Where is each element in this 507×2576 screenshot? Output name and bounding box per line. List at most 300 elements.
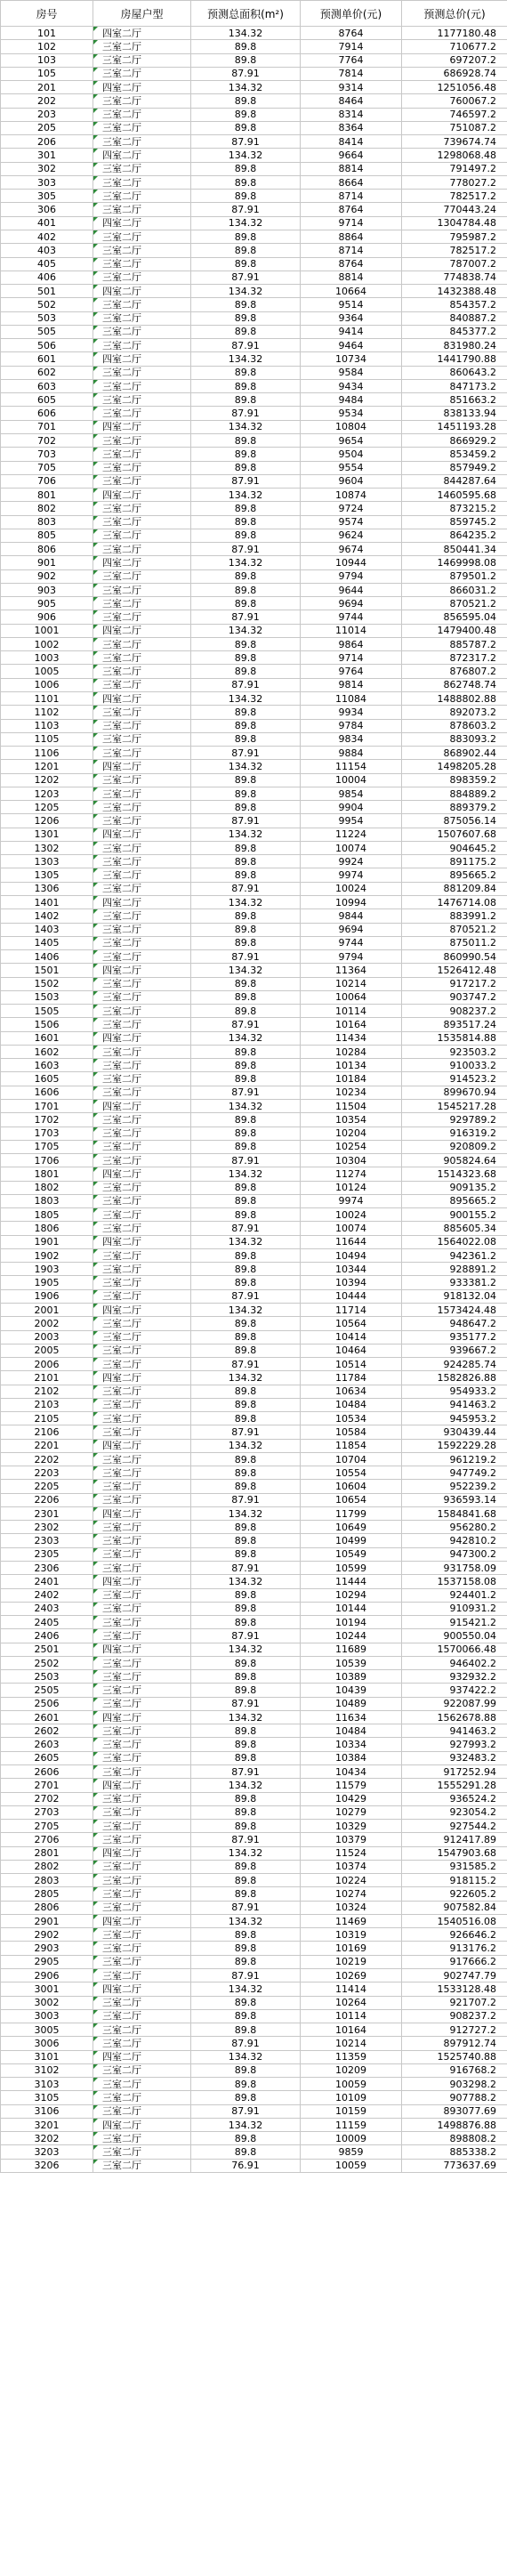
- total-price-cell[interactable]: 942361.2: [402, 1248, 507, 1262]
- area-cell[interactable]: 89.8: [191, 1887, 301, 1901]
- layout-cell[interactable]: 四室二厅: [93, 27, 191, 40]
- room-no-cell[interactable]: 1603: [1, 1059, 93, 1072]
- total-price-cell[interactable]: 782517.2: [402, 244, 507, 257]
- room-no-cell[interactable]: 805: [1, 529, 93, 542]
- unit-price-cell[interactable]: 11689: [301, 1643, 402, 1656]
- room-no-cell[interactable]: 1902: [1, 1248, 93, 1262]
- room-no-cell[interactable]: 2902: [1, 1928, 93, 1942]
- area-cell[interactable]: 89.8: [191, 706, 301, 719]
- layout-cell[interactable]: 三室二厅: [93, 801, 191, 814]
- room-no-cell[interactable]: 2006: [1, 1358, 93, 1371]
- room-no-cell[interactable]: 505: [1, 325, 93, 338]
- area-cell[interactable]: 89.8: [191, 1955, 301, 1968]
- total-price-cell[interactable]: 900550.04: [402, 1629, 507, 1643]
- area-cell[interactable]: 89.8: [191, 1466, 301, 1480]
- area-cell[interactable]: 89.8: [191, 1317, 301, 1330]
- layout-cell[interactable]: 三室二厅: [93, 1059, 191, 1072]
- layout-cell[interactable]: 三室二厅: [93, 474, 191, 488]
- total-price-cell[interactable]: 913176.2: [402, 1942, 507, 1955]
- unit-price-cell[interactable]: 11444: [301, 1575, 402, 1588]
- unit-price-cell[interactable]: 9484: [301, 393, 402, 407]
- total-price-cell[interactable]: 918132.04: [402, 1289, 507, 1303]
- area-cell[interactable]: 134.32: [191, 2118, 301, 2131]
- total-price-cell[interactable]: 912417.89: [402, 1833, 507, 1846]
- area-cell[interactable]: 89.8: [191, 868, 301, 882]
- area-cell[interactable]: 87.91: [191, 1833, 301, 1846]
- unit-price-cell[interactable]: 9934: [301, 706, 402, 719]
- layout-cell[interactable]: 三室二厅: [93, 1412, 191, 1425]
- area-cell[interactable]: 89.8: [191, 1248, 301, 1262]
- room-no-cell[interactable]: 1103: [1, 719, 93, 732]
- layout-cell[interactable]: 三室二厅: [93, 244, 191, 257]
- unit-price-cell[interactable]: 11799: [301, 1506, 402, 1520]
- unit-price-cell[interactable]: 9314: [301, 81, 402, 94]
- room-no-cell[interactable]: 2805: [1, 1887, 93, 1901]
- unit-price-cell[interactable]: 10114: [301, 1005, 402, 1018]
- room-no-cell[interactable]: 1303: [1, 855, 93, 868]
- room-no-cell[interactable]: 1405: [1, 936, 93, 949]
- unit-price-cell[interactable]: 10804: [301, 420, 402, 433]
- layout-cell[interactable]: 三室二厅: [93, 1480, 191, 1493]
- area-cell[interactable]: 89.8: [191, 977, 301, 990]
- area-cell[interactable]: 87.91: [191, 1358, 301, 1371]
- room-no-cell[interactable]: 902: [1, 569, 93, 583]
- unit-price-cell[interactable]: 10269: [301, 1968, 402, 1982]
- unit-price-cell[interactable]: 9794: [301, 950, 402, 964]
- layout-cell[interactable]: 三室二厅: [93, 1901, 191, 1914]
- room-no-cell[interactable]: 801: [1, 489, 93, 502]
- area-cell[interactable]: 134.32: [191, 489, 301, 502]
- room-no-cell[interactable]: 1001: [1, 624, 93, 637]
- room-no-cell[interactable]: 2603: [1, 1738, 93, 1751]
- total-price-cell[interactable]: 892073.2: [402, 706, 507, 719]
- unit-price-cell[interactable]: 10374: [301, 1860, 402, 1873]
- layout-cell[interactable]: 三室二厅: [93, 597, 191, 610]
- header-room-no[interactable]: 房号: [1, 1, 93, 27]
- unit-price-cell[interactable]: 9954: [301, 814, 402, 828]
- room-no-cell[interactable]: 1406: [1, 950, 93, 964]
- total-price-cell[interactable]: 900155.2: [402, 1208, 507, 1222]
- total-price-cell[interactable]: 1432388.48: [402, 285, 507, 298]
- room-no-cell[interactable]: 302: [1, 162, 93, 175]
- total-price-cell[interactable]: 910033.2: [402, 1059, 507, 1072]
- layout-cell[interactable]: 四室二厅: [93, 1371, 191, 1385]
- total-price-cell[interactable]: 903298.2: [402, 2078, 507, 2091]
- room-no-cell[interactable]: 2802: [1, 1860, 93, 1873]
- area-cell[interactable]: 89.8: [191, 1684, 301, 1697]
- layout-cell[interactable]: 三室二厅: [93, 433, 191, 447]
- unit-price-cell[interactable]: 10144: [301, 1602, 402, 1615]
- unit-price-cell[interactable]: 8814: [301, 162, 402, 175]
- area-cell[interactable]: 89.8: [191, 1656, 301, 1669]
- area-cell[interactable]: 134.32: [191, 216, 301, 230]
- room-no-cell[interactable]: 1203: [1, 787, 93, 800]
- area-cell[interactable]: 89.8: [191, 1330, 301, 1344]
- room-no-cell[interactable]: 2703: [1, 1805, 93, 1819]
- total-price-cell[interactable]: 918115.2: [402, 1874, 507, 1887]
- area-cell[interactable]: 134.32: [191, 1779, 301, 1792]
- unit-price-cell[interactable]: 10499: [301, 1534, 402, 1547]
- unit-price-cell[interactable]: 8314: [301, 108, 402, 121]
- area-cell[interactable]: 89.8: [191, 597, 301, 610]
- room-no-cell[interactable]: 503: [1, 311, 93, 325]
- layout-cell[interactable]: 三室二厅: [93, 1317, 191, 1330]
- unit-price-cell[interactable]: 11434: [301, 1031, 402, 1045]
- area-cell[interactable]: 89.8: [191, 651, 301, 665]
- room-no-cell[interactable]: 901: [1, 556, 93, 569]
- unit-price-cell[interactable]: 9654: [301, 433, 402, 447]
- area-cell[interactable]: 89.8: [191, 1276, 301, 1289]
- total-price-cell[interactable]: 1545217.28: [402, 1099, 507, 1112]
- room-no-cell[interactable]: 502: [1, 298, 93, 311]
- layout-cell[interactable]: 三室二厅: [93, 502, 191, 515]
- room-no-cell[interactable]: 3002: [1, 1996, 93, 2009]
- total-price-cell[interactable]: 791497.2: [402, 162, 507, 175]
- area-cell[interactable]: 89.8: [191, 1738, 301, 1751]
- room-no-cell[interactable]: 2905: [1, 1955, 93, 1968]
- area-cell[interactable]: 89.8: [191, 1602, 301, 1615]
- unit-price-cell[interactable]: 8764: [301, 203, 402, 216]
- area-cell[interactable]: 89.8: [191, 40, 301, 53]
- layout-cell[interactable]: 三室二厅: [93, 1955, 191, 1968]
- area-cell[interactable]: 87.91: [191, 1289, 301, 1303]
- total-price-cell[interactable]: 1547903.68: [402, 1846, 507, 1860]
- unit-price-cell[interactable]: 9974: [301, 1194, 402, 1207]
- room-no-cell[interactable]: 103: [1, 53, 93, 67]
- room-no-cell[interactable]: 1806: [1, 1222, 93, 1235]
- total-price-cell[interactable]: 927544.2: [402, 1820, 507, 1833]
- room-no-cell[interactable]: 2203: [1, 1466, 93, 1480]
- layout-cell[interactable]: 三室二厅: [93, 569, 191, 583]
- area-cell[interactable]: 89.8: [191, 583, 301, 596]
- total-price-cell[interactable]: 936524.2: [402, 1792, 507, 1805]
- area-cell[interactable]: 89.8: [191, 1385, 301, 1398]
- layout-cell[interactable]: 四室二厅: [93, 81, 191, 94]
- room-no-cell[interactable]: 1505: [1, 1005, 93, 1018]
- unit-price-cell[interactable]: 11224: [301, 828, 402, 841]
- area-cell[interactable]: 89.8: [191, 257, 301, 271]
- unit-price-cell[interactable]: 11644: [301, 1235, 402, 1248]
- area-cell[interactable]: 89.8: [191, 1588, 301, 1602]
- layout-cell[interactable]: 四室二厅: [93, 624, 191, 637]
- total-price-cell[interactable]: 893077.69: [402, 2104, 507, 2118]
- total-price-cell[interactable]: 872317.2: [402, 651, 507, 665]
- layout-cell[interactable]: 三室二厅: [93, 1887, 191, 1901]
- total-price-cell[interactable]: 926646.2: [402, 1928, 507, 1942]
- room-no-cell[interactable]: 2705: [1, 1820, 93, 1833]
- area-cell[interactable]: 87.91: [191, 1018, 301, 1031]
- layout-cell[interactable]: 三室二厅: [93, 1765, 191, 1779]
- layout-cell[interactable]: 四室二厅: [93, 420, 191, 433]
- unit-price-cell[interactable]: 10384: [301, 1751, 402, 1764]
- area-cell[interactable]: 87.91: [191, 407, 301, 420]
- total-price-cell[interactable]: 739674.74: [402, 135, 507, 149]
- unit-price-cell[interactable]: 8364: [301, 121, 402, 134]
- room-no-cell[interactable]: 2003: [1, 1330, 93, 1344]
- total-price-cell[interactable]: 956280.2: [402, 1521, 507, 1534]
- unit-price-cell[interactable]: 9694: [301, 597, 402, 610]
- room-no-cell[interactable]: 403: [1, 244, 93, 257]
- total-price-cell[interactable]: 774838.74: [402, 271, 507, 284]
- layout-cell[interactable]: 三室二厅: [93, 1126, 191, 1140]
- room-no-cell[interactable]: 2606: [1, 1765, 93, 1779]
- header-layout[interactable]: 房屋户型: [93, 1, 191, 27]
- layout-cell[interactable]: 四室二厅: [93, 1575, 191, 1588]
- area-cell[interactable]: 89.8: [191, 1181, 301, 1194]
- area-cell[interactable]: 89.8: [191, 1724, 301, 1738]
- room-no-cell[interactable]: 3006: [1, 2037, 93, 2050]
- layout-cell[interactable]: 四室二厅: [93, 216, 191, 230]
- unit-price-cell[interactable]: 9724: [301, 502, 402, 515]
- total-price-cell[interactable]: 915421.2: [402, 1616, 507, 1629]
- room-no-cell[interactable]: 1102: [1, 706, 93, 719]
- area-cell[interactable]: 89.8: [191, 379, 301, 392]
- room-no-cell[interactable]: 2105: [1, 1412, 93, 1425]
- layout-cell[interactable]: 四室二厅: [93, 828, 191, 841]
- layout-cell[interactable]: 四室二厅: [93, 2050, 191, 2063]
- room-no-cell[interactable]: 903: [1, 583, 93, 596]
- total-price-cell[interactable]: 917217.2: [402, 977, 507, 990]
- layout-cell[interactable]: 三室二厅: [93, 108, 191, 121]
- unit-price-cell[interactable]: 11364: [301, 964, 402, 977]
- unit-price-cell[interactable]: 9884: [301, 747, 402, 760]
- unit-price-cell[interactable]: 7914: [301, 40, 402, 53]
- layout-cell[interactable]: 三室二厅: [93, 1140, 191, 1153]
- layout-cell[interactable]: 三室二厅: [93, 121, 191, 134]
- total-price-cell[interactable]: 1251056.48: [402, 81, 507, 94]
- layout-cell[interactable]: 三室二厅: [93, 1928, 191, 1942]
- room-no-cell[interactable]: 2402: [1, 1588, 93, 1602]
- area-cell[interactable]: 134.32: [191, 964, 301, 977]
- unit-price-cell[interactable]: 7814: [301, 67, 402, 80]
- area-cell[interactable]: 134.32: [191, 352, 301, 366]
- unit-price-cell[interactable]: 8464: [301, 94, 402, 108]
- unit-price-cell[interactable]: 8864: [301, 230, 402, 243]
- room-no-cell[interactable]: 3201: [1, 2118, 93, 2131]
- area-cell[interactable]: 89.8: [191, 1805, 301, 1819]
- room-no-cell[interactable]: 2903: [1, 1942, 93, 1955]
- total-price-cell[interactable]: 1555291.28: [402, 1779, 507, 1792]
- area-cell[interactable]: 89.8: [191, 448, 301, 461]
- total-price-cell[interactable]: 1525740.88: [402, 2050, 507, 2063]
- unit-price-cell[interactable]: 10654: [301, 1493, 402, 1506]
- area-cell[interactable]: 89.8: [191, 461, 301, 474]
- layout-cell[interactable]: 三室二厅: [93, 2104, 191, 2118]
- total-price-cell[interactable]: 931585.2: [402, 1860, 507, 1873]
- total-price-cell[interactable]: 859745.2: [402, 515, 507, 529]
- total-price-cell[interactable]: 904645.2: [402, 841, 507, 854]
- room-no-cell[interactable]: 3105: [1, 2091, 93, 2104]
- layout-cell[interactable]: 三室二厅: [93, 230, 191, 243]
- room-no-cell[interactable]: 1005: [1, 665, 93, 678]
- total-price-cell[interactable]: 923054.2: [402, 1805, 507, 1819]
- total-price-cell[interactable]: 935177.2: [402, 1330, 507, 1344]
- room-no-cell[interactable]: 1403: [1, 923, 93, 936]
- area-cell[interactable]: 89.8: [191, 244, 301, 257]
- area-cell[interactable]: 89.8: [191, 1820, 301, 1833]
- unit-price-cell[interactable]: 10244: [301, 1629, 402, 1643]
- total-price-cell[interactable]: 857949.2: [402, 461, 507, 474]
- total-price-cell[interactable]: 927993.2: [402, 1738, 507, 1751]
- room-no-cell[interactable]: 3102: [1, 2063, 93, 2077]
- unit-price-cell[interactable]: 10389: [301, 1670, 402, 1684]
- total-price-cell[interactable]: 908237.2: [402, 1005, 507, 1018]
- total-price-cell[interactable]: 936593.14: [402, 1493, 507, 1506]
- room-no-cell[interactable]: 2002: [1, 1317, 93, 1330]
- area-cell[interactable]: 134.32: [191, 1031, 301, 1045]
- area-cell[interactable]: 87.91: [191, 339, 301, 352]
- area-cell[interactable]: 87.91: [191, 543, 301, 556]
- total-price-cell[interactable]: 898808.2: [402, 2132, 507, 2145]
- layout-cell[interactable]: 三室二厅: [93, 271, 191, 284]
- unit-price-cell[interactable]: 11159: [301, 2118, 402, 2131]
- total-price-cell[interactable]: 787007.2: [402, 257, 507, 271]
- unit-price-cell[interactable]: 9574: [301, 515, 402, 529]
- unit-price-cell[interactable]: 10254: [301, 1140, 402, 1153]
- room-no-cell[interactable]: 1003: [1, 651, 93, 665]
- total-price-cell[interactable]: 1592229.28: [402, 1439, 507, 1452]
- total-price-cell[interactable]: 866031.2: [402, 583, 507, 596]
- layout-cell[interactable]: 三室二厅: [93, 1045, 191, 1058]
- total-price-cell[interactable]: 838133.94: [402, 407, 507, 420]
- room-no-cell[interactable]: 603: [1, 379, 93, 392]
- room-no-cell[interactable]: 2801: [1, 1846, 93, 1860]
- layout-cell[interactable]: 三室二厅: [93, 1452, 191, 1466]
- total-price-cell[interactable]: 840887.2: [402, 311, 507, 325]
- room-no-cell[interactable]: 402: [1, 230, 93, 243]
- area-cell[interactable]: 89.8: [191, 1616, 301, 1629]
- total-price-cell[interactable]: 873215.2: [402, 502, 507, 515]
- layout-cell[interactable]: 三室二厅: [93, 732, 191, 746]
- total-price-cell[interactable]: 945953.2: [402, 1412, 507, 1425]
- unit-price-cell[interactable]: 10329: [301, 1820, 402, 1833]
- area-cell[interactable]: 89.8: [191, 2091, 301, 2104]
- room-no-cell[interactable]: 3005: [1, 2023, 93, 2037]
- unit-price-cell[interactable]: 10024: [301, 882, 402, 895]
- unit-price-cell[interactable]: 9844: [301, 909, 402, 923]
- layout-cell[interactable]: 三室二厅: [93, 1562, 191, 1575]
- area-cell[interactable]: 89.8: [191, 923, 301, 936]
- layout-cell[interactable]: 三室二厅: [93, 747, 191, 760]
- area-cell[interactable]: 134.32: [191, 1371, 301, 1385]
- area-cell[interactable]: 87.91: [191, 1562, 301, 1575]
- area-cell[interactable]: 134.32: [191, 896, 301, 909]
- total-price-cell[interactable]: 1526412.48: [402, 964, 507, 977]
- area-cell[interactable]: 87.91: [191, 1425, 301, 1439]
- room-no-cell[interactable]: 206: [1, 135, 93, 149]
- room-no-cell[interactable]: 2605: [1, 1751, 93, 1764]
- unit-price-cell[interactable]: 10944: [301, 556, 402, 569]
- layout-cell[interactable]: 三室二厅: [93, 1724, 191, 1738]
- area-cell[interactable]: 87.91: [191, 1765, 301, 1779]
- area-cell[interactable]: 89.8: [191, 1344, 301, 1357]
- total-price-cell[interactable]: 932932.2: [402, 1670, 507, 1684]
- area-cell[interactable]: 89.8: [191, 2023, 301, 2037]
- total-price-cell[interactable]: 931758.09: [402, 1562, 507, 1575]
- unit-price-cell[interactable]: 9744: [301, 936, 402, 949]
- area-cell[interactable]: 89.8: [191, 53, 301, 67]
- unit-price-cell[interactable]: 10734: [301, 352, 402, 366]
- unit-price-cell[interactable]: 9604: [301, 474, 402, 488]
- room-no-cell[interactable]: 1606: [1, 1086, 93, 1099]
- unit-price-cell[interactable]: 10284: [301, 1045, 402, 1058]
- layout-cell[interactable]: 四室二厅: [93, 1982, 191, 1996]
- total-price-cell[interactable]: 1533128.48: [402, 1982, 507, 1996]
- layout-cell[interactable]: 三室二厅: [93, 1248, 191, 1262]
- unit-price-cell[interactable]: 10994: [301, 896, 402, 909]
- area-cell[interactable]: 134.32: [191, 285, 301, 298]
- area-cell[interactable]: 89.8: [191, 311, 301, 325]
- area-cell[interactable]: 89.8: [191, 230, 301, 243]
- total-price-cell[interactable]: 893517.24: [402, 1018, 507, 1031]
- unit-price-cell[interactable]: 9534: [301, 407, 402, 420]
- total-price-cell[interactable]: 898359.2: [402, 773, 507, 787]
- unit-price-cell[interactable]: 11634: [301, 1710, 402, 1724]
- layout-cell[interactable]: 三室二厅: [93, 1996, 191, 2009]
- area-cell[interactable]: 89.8: [191, 936, 301, 949]
- total-price-cell[interactable]: 710677.2: [402, 40, 507, 53]
- unit-price-cell[interactable]: 10264: [301, 1996, 402, 2009]
- layout-cell[interactable]: 三室二厅: [93, 2159, 191, 2172]
- unit-price-cell[interactable]: 10564: [301, 1317, 402, 1330]
- room-no-cell[interactable]: 2406: [1, 1629, 93, 1643]
- layout-cell[interactable]: 三室二厅: [93, 1194, 191, 1207]
- header-total-price[interactable]: 预测总价(元): [402, 1, 507, 27]
- room-no-cell[interactable]: 1903: [1, 1263, 93, 1276]
- area-cell[interactable]: 89.8: [191, 1045, 301, 1058]
- room-no-cell[interactable]: 702: [1, 433, 93, 447]
- unit-price-cell[interactable]: 8764: [301, 257, 402, 271]
- area-cell[interactable]: 87.91: [191, 474, 301, 488]
- area-cell[interactable]: 89.8: [191, 773, 301, 787]
- total-price-cell[interactable]: 1562678.88: [402, 1710, 507, 1724]
- room-no-cell[interactable]: 1101: [1, 692, 93, 706]
- total-price-cell[interactable]: 875056.14: [402, 814, 507, 828]
- total-price-cell[interactable]: 947300.2: [402, 1547, 507, 1561]
- room-no-cell[interactable]: 1506: [1, 1018, 93, 1031]
- area-cell[interactable]: 89.8: [191, 1792, 301, 1805]
- layout-cell[interactable]: 三室二厅: [93, 1656, 191, 1669]
- total-price-cell[interactable]: 1441790.88: [402, 352, 507, 366]
- area-cell[interactable]: 89.8: [191, 529, 301, 542]
- room-no-cell[interactable]: 2305: [1, 1547, 93, 1561]
- area-cell[interactable]: 89.8: [191, 909, 301, 923]
- area-cell[interactable]: 134.32: [191, 149, 301, 162]
- unit-price-cell[interactable]: 10649: [301, 1521, 402, 1534]
- layout-cell[interactable]: 三室二厅: [93, 868, 191, 882]
- total-price-cell[interactable]: 876807.2: [402, 665, 507, 678]
- total-price-cell[interactable]: 902747.79: [402, 1968, 507, 1982]
- total-price-cell[interactable]: 883093.2: [402, 732, 507, 746]
- room-no-cell[interactable]: 2906: [1, 1968, 93, 1982]
- total-price-cell[interactable]: 899670.94: [402, 1086, 507, 1099]
- room-no-cell[interactable]: 701: [1, 420, 93, 433]
- unit-price-cell[interactable]: 10334: [301, 1738, 402, 1751]
- total-price-cell[interactable]: 884889.2: [402, 787, 507, 800]
- layout-cell[interactable]: 三室二厅: [93, 175, 191, 189]
- layout-cell[interactable]: 三室二厅: [93, 855, 191, 868]
- layout-cell[interactable]: 三室二厅: [93, 1181, 191, 1194]
- total-price-cell[interactable]: 856595.04: [402, 610, 507, 624]
- total-price-cell[interactable]: 770443.24: [402, 203, 507, 216]
- area-cell[interactable]: 87.91: [191, 1086, 301, 1099]
- area-cell[interactable]: 89.8: [191, 1480, 301, 1493]
- layout-cell[interactable]: 三室二厅: [93, 2145, 191, 2159]
- area-cell[interactable]: 134.32: [191, 1099, 301, 1112]
- total-price-cell[interactable]: 881209.84: [402, 882, 507, 895]
- header-unit-price[interactable]: 预测单价(元): [301, 1, 402, 27]
- total-price-cell[interactable]: 866929.2: [402, 433, 507, 447]
